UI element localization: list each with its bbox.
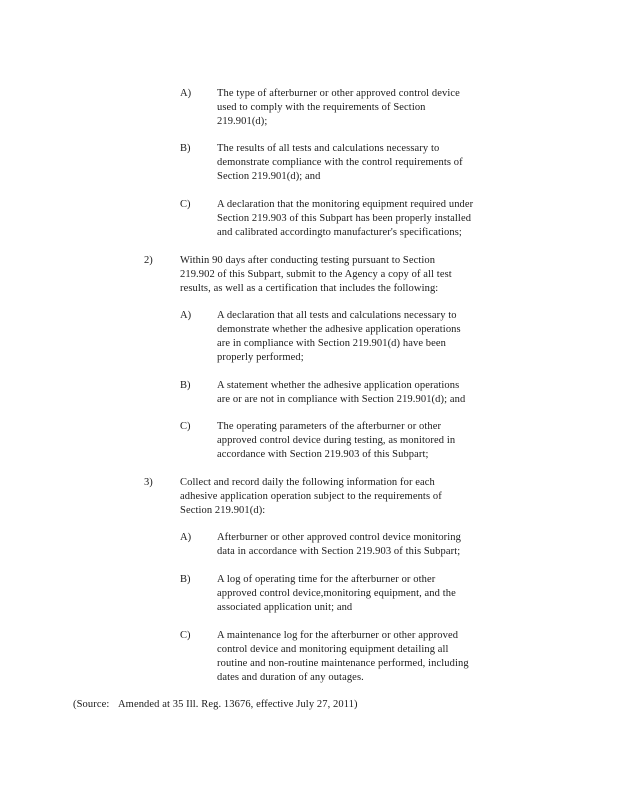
item-c-label: C) (180, 199, 191, 210)
source-label: (Source: (73, 699, 110, 710)
text-line: A log of operating time for the afterburner or other (217, 574, 436, 585)
text-line: A declaration that the monitoring equipment required under (217, 199, 474, 210)
item-3-label: 3) (144, 477, 153, 488)
text-line: demonstrate compliance with the control requirements of (217, 157, 463, 168)
text-line: properly performed; (217, 352, 304, 363)
text-line: accordance with Section 219.903 of this Subpart; (217, 449, 429, 460)
text-line: and calibrated accordingto manufacturer's specifications; (217, 227, 462, 238)
item-a-label: A) (180, 532, 192, 543)
item-b-label: B) (180, 380, 191, 391)
source-text: Amended at 35 Ill. Reg. 13676, effective July 27, 2011) (118, 699, 358, 710)
text-line: associated application unit; and (217, 602, 353, 613)
text-line: The results of all tests and calculations necessary to (217, 143, 440, 154)
text-line: demonstrate whether the adhesive application operations (217, 324, 461, 335)
text-line: are in compliance with Section 219.901(d) have been (217, 338, 447, 349)
text-line: results, as well as a certification that includes the following: (180, 283, 439, 294)
item-b-label: B) (180, 574, 191, 585)
text-line: control device and monitoring equipment detailing all (217, 644, 449, 655)
text-line: approved control device,monitoring equipment, and the (217, 588, 456, 599)
item-c-label: C) (180, 630, 191, 641)
text-line: A declaration that all tests and calculations necessary to (217, 310, 457, 321)
text-line: The operating parameters of the afterburner or other (217, 421, 442, 432)
text-line: The type of afterburner or other approved control device (217, 88, 460, 99)
text-line: approved control device during testing, as monitored in (217, 435, 456, 446)
text-line: Section 219.901(d): (180, 505, 266, 516)
text-line: adhesive application operation subject to the requirements of (180, 491, 442, 502)
item-a-label: A) (180, 88, 192, 99)
text-line: 219.902 of this Subpart, submit to the Agency a copy of all test (180, 269, 452, 280)
text-line: dates and duration of any outages. (217, 672, 364, 683)
item-c-label: C) (180, 421, 191, 432)
text-line: Within 90 days after conducting testing pursuant to Section (180, 255, 436, 266)
item-b-label: B) (180, 143, 191, 154)
text-line: Section 219.901(d); and (217, 171, 321, 182)
text-line: are or are not in compliance with Section 219.901(d); and (217, 394, 466, 405)
text-line: data in accordance with Section 219.903 of this Subpart; (217, 546, 461, 557)
text-line: 219.901(d); (217, 116, 268, 127)
text-line: used to comply with the requirements of Section (217, 102, 426, 113)
text-line: Collect and record daily the following information for each (180, 477, 435, 488)
item-2-label: 2) (144, 255, 153, 266)
text-line: A statement whether the adhesive application operations (217, 380, 460, 391)
text-line: Section 219.903 of this Subpart has been properly installed (217, 213, 472, 224)
item-a-label: A) (180, 310, 192, 321)
text-line: routine and non-routine maintenance performed, including (217, 658, 469, 669)
text-line: Afterburner or other approved control device monitoring (217, 532, 462, 543)
text-line: A maintenance log for the afterburner or other approved (217, 630, 459, 641)
